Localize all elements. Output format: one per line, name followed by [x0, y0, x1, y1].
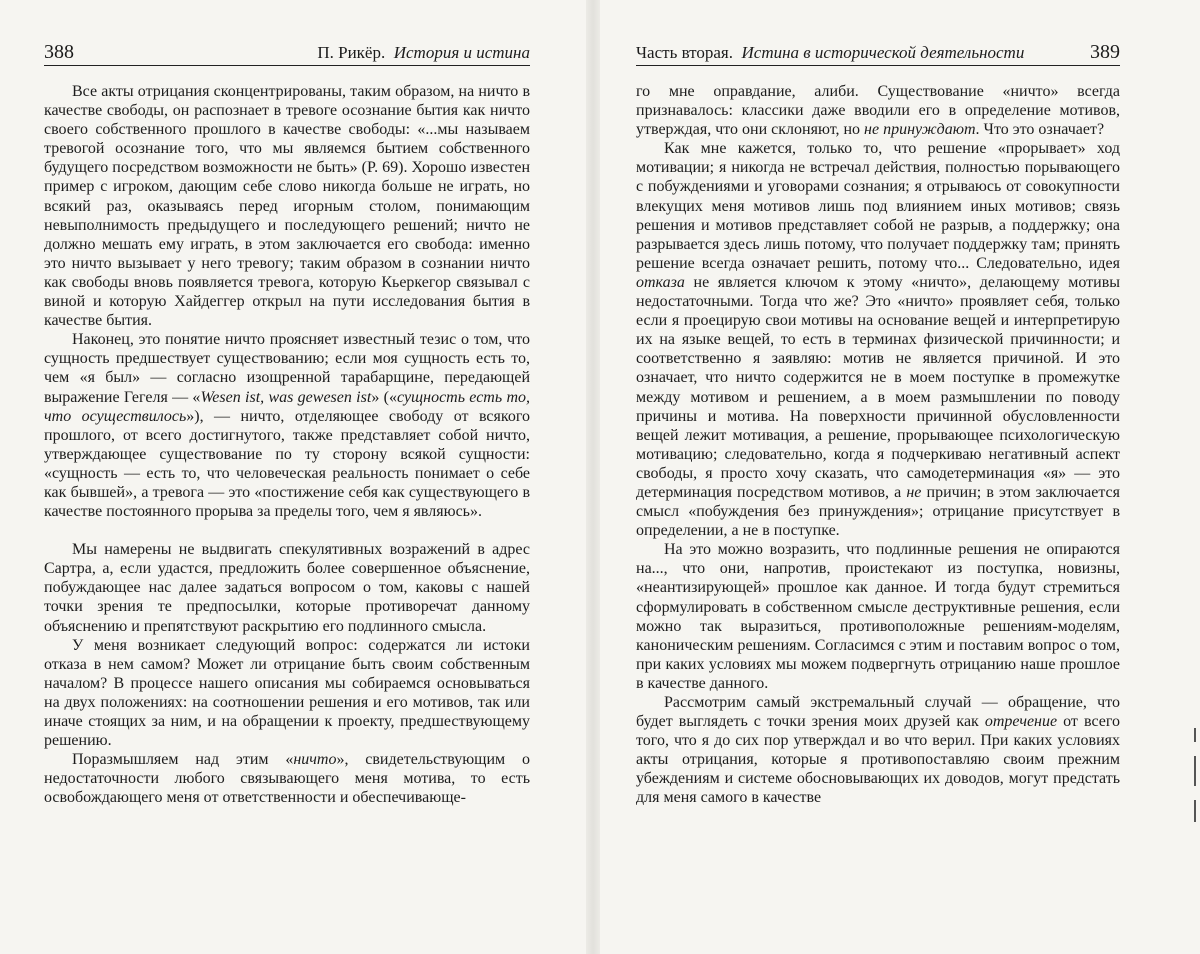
- right-page-body: [636, 82, 1120, 808]
- left-running-head: [317, 44, 530, 62]
- paragraph: го мне оправдание, алиби. Существование «ничто» всегда признавалось: классики даже вводили его в определение мотивов, утверждая, что они склоняют, но не принуждают. Что это означает?: [636, 83, 1120, 139]
- left-page-body: [44, 82, 530, 807]
- paragraph: У меня возникает следующий вопрос: содержатся ли истоки отказа в нем самом? Может ли отрицание быть своим собственным началом? В процессе нашего описания мы собираемся основываться на двух положениях: на соотношении решения и его мотивов, так или иначе стоящих за ним, и на обращении к проекту, предшествующему решению.: [44, 636, 530, 750]
- running-head-book-title: История и истина: [393, 43, 530, 62]
- paragraph: Наконец, это понятие ничто проясняет известный тезис о том, что сущность предшествует существованию; если моя сущность есть то, чем «я был» — согласно изощренной тарабарщине, передающей выражение Гегеля — «Wesen ist, was gewesen ist» («сущность есть то, что осуществилось»), — ничто, отделяющее свободу от всякого прошлого, от всего достигнутого, также представляет собой ничто, утверждающее существование по ту сторону всякой сущности: «сущность — есть то, что человеческая реальность понимает о себе как бывшей», а тревога — это «постижение себя как существующего в качестве постоянного прорыва за пределы того, чем я являюсь».: [44, 331, 531, 521]
- paragraph: Все акты отрицания сконцентрированы, таким образом, на ничто в качестве свободы, он распознает в тревоге осознание бытия как ничто своего собственного прошлого в качестве свободы: «...мы называем тревогой осознание того, что мы являемся бытием собственного будущего посредством возможности не быть» (P. 69). Хорошо известен пример с игроком, дающим себе слово никогда больше не играть, но всякий раз, оказываясь перед игорным столом, понимающим невыполнимость предыдущего и последующего решений; ничто не должно мешать ему играть, в этом заключается его свобода: именно это ничто вызывает у него тревогу; таким образом в сознании ничто как свободы вновь появляется тревога, которую Кьеркегор связывал с виной и которую Хайдеггер открыл на пути исследования бытия в качестве бытия.: [44, 83, 530, 330]
- right-page: [600, 0, 1200, 954]
- running-head-author: П. Рикёр.: [317, 43, 386, 62]
- book-gutter: [586, 0, 600, 954]
- paragraph: Мы намерены не выдвигать спекулятивных возражений в адрес Сартра, а, если удастся, предложить более совершенное объяснение, побуждающее нас далее задаться вопросом о том, каковы с нашей точки зрения те предпосылки, которые противоречат данному объяснению и препятствуют раскрытию его подлинного смысла.: [44, 541, 530, 635]
- right-page-number: 389: [1090, 41, 1120, 63]
- paragraph: На это можно возразить, что подлинные решения не опираются на..., что они, напротив, проистекают из поступка, новизны, «неантизирующей» прошлое как данное. И тогда будут стремиться сформулировать в собственном смысле деструктивные решения, если можно так выразиться, противоположные решениям-моделям, каноническим решениям. Согласимся с этим и поставим вопрос о том, при каких условиях мы можем подвергнуть отрицанию наше прошлое в качестве данного.: [636, 541, 1120, 692]
- right-page-header: [636, 38, 1120, 66]
- paragraph: Рассмотрим самый экстремальный случай — обращение, что будет выглядеть с точки зрения моих друзей как отречение от всего того, что я до сих пор утверждал и во что верил. При каких условиях акты отрицания, которые я противопоставляю своим прежним убеждениям и системе обосновывающих их доводов, могут предстать для меня самого в качестве: [636, 694, 1121, 807]
- scan-margin-marks: [1194, 728, 1198, 828]
- paragraph: Как мне кажется, только то, что решение «прорывает» ход мотивации; я никогда не встречал действия, полностью порывающего с побуждениями и уговорами сознания; я отрываюсь от совокупности влекущих меня мотивов лишь под влиянием иных мотивов; связь решения и мотивов представляет собой не разрыв, а поддержку; она разрывается здесь лишь потому, что получает поддержку там; принять решение всегда означает решить, потому что... Следовательно, идея отказа не является ключом к этому «ничто», делающему мотивы недостаточными. Тогда что же? Это «ничто» проявляет себя, только если я проецирую свои мотивы на основание вещей и интерпретирую их на языке вещей, то есть в терминах физической причинности; и соответственно я заявляю: мотив не является причиной. И это означает, что ничто содержится не в моем поступке в промежутке между мотивом и решением, а в моем размышлении по поводу причины и мотива. На поверхности причинной обусловленности вещей лежит мотивация, а решение, прорывающее психологическую мотивацию; следовательно, когда я подчеркиваю негативный аспект свободы, я просто хочу сказать, что самодетерминация «я» — это детерминация посредством мотивов, а не причин; в этом заключается смысл «побуждения без принуждения»; отрицание присутствует в определении, а не в поступке.: [636, 140, 1120, 540]
- running-head-part: Часть вторая.: [636, 43, 733, 62]
- left-page-number: 388: [44, 41, 74, 63]
- paragraph: Поразмышляем над этим «ничто», свидетельствующим о недостаточности любого связывающего меня мотива, то есть освобождающего меня от ответственности и обеспечивающе-: [44, 751, 530, 807]
- running-head-part-title: Истина в исторической деятельности: [741, 43, 1025, 62]
- right-running-head: [636, 44, 1024, 62]
- left-page: [0, 0, 585, 954]
- left-page-header: [44, 38, 530, 66]
